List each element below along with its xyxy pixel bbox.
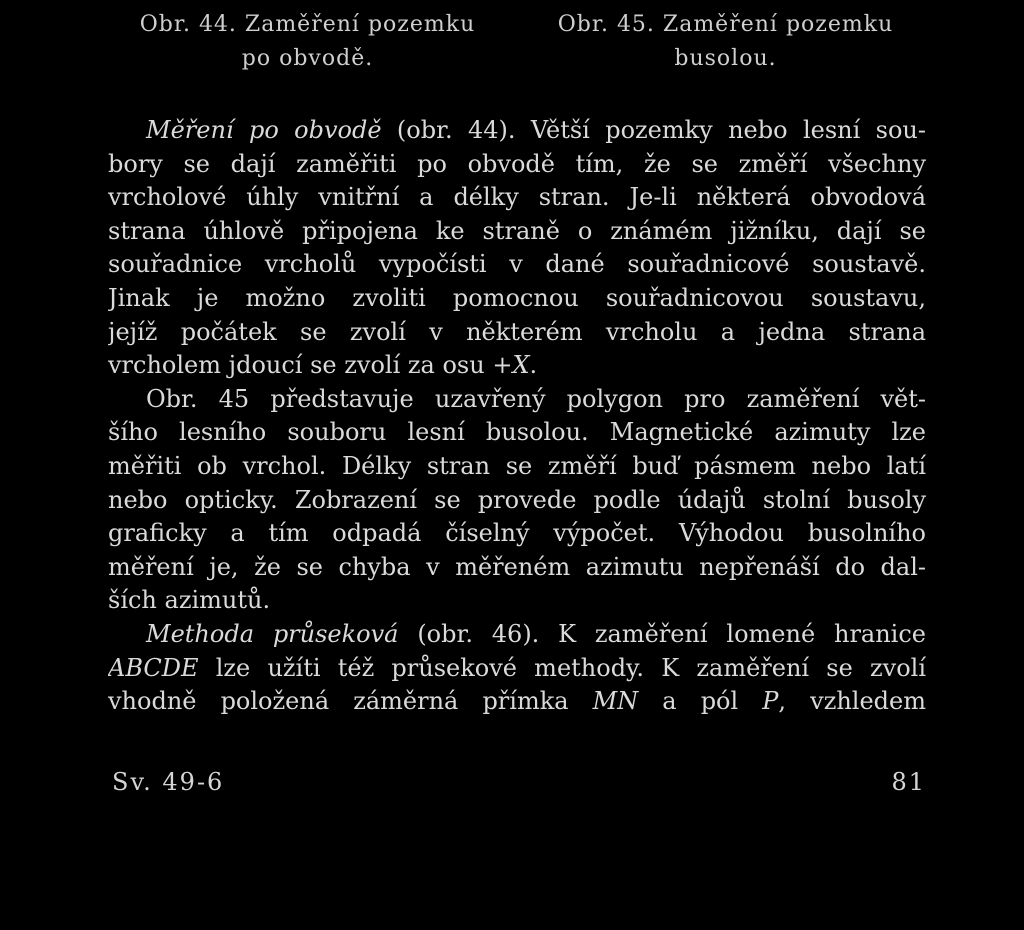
text-run: jejíž počátek se zvolí v některém vrcholu a jedna strana (108, 317, 926, 346)
text-run: (obr. 44). Větší pozemky nebo lesní sou- (381, 116, 926, 144)
text-line (108, 517, 926, 551)
text-line (108, 618, 926, 652)
text-run: bory se dají zaměřiti po obvodě tím, že se změří všechny (108, 149, 926, 178)
text-line (108, 148, 926, 182)
caption-line: Obr. 44. Zaměření pozemku (139, 12, 476, 37)
page-number: 81 (891, 768, 926, 796)
text-line (108, 316, 926, 350)
caption-line: Obr. 45. Zaměření pozemku (557, 12, 894, 37)
italic-text: P (762, 687, 779, 716)
caption-line: po obvodě. (241, 46, 374, 71)
sheet-signature: Sv. 49-6 (112, 768, 225, 796)
text-line (108, 282, 926, 316)
text-run: ších azimutů. (108, 586, 271, 615)
text-run: vrcholové úhly vnitřní a délky stran. Je-li některá obvodová (108, 183, 926, 212)
text-run: měřiti ob vrchol. Délky stran se změří buď pásmem nebo latí (108, 451, 926, 480)
italic-text: Methoda průseková (146, 619, 399, 648)
text-run: strana úhlově připojena ke straně o známém jižníku, dají se (108, 216, 926, 245)
italic-text: +X (492, 351, 530, 380)
body-text (108, 114, 926, 719)
text-line (108, 181, 926, 215)
page-footer (108, 762, 926, 802)
text-run: Jinak je možno zvoliti pomocnou souřadnicovou soustavu, (108, 283, 926, 312)
figure-caption-45 (538, 8, 913, 76)
text-line (108, 215, 926, 249)
figure-caption-44 (120, 8, 495, 76)
text-line (108, 248, 926, 282)
text-line (108, 484, 926, 518)
text-line (108, 584, 926, 618)
text-run: Obr. 45 představuje uzavřený polygon pro zaměření vět- (146, 384, 926, 413)
text-line (108, 114, 926, 148)
text-run: vhodně položená záměrná přímka (108, 687, 593, 716)
text-run: , vzhledem (778, 687, 926, 716)
text-run: lze užíti též průsekové methody. K zaměření se zvolí (198, 653, 926, 682)
text-run: nebo opticky. Zobrazení se provede podle údajů stolní busoly (108, 485, 926, 514)
text-run: . (529, 351, 538, 380)
text-run: graficky a tím odpadá číselný výpočet. Výhodou busolního (108, 519, 926, 548)
text-line (108, 551, 926, 585)
italic-text: MN (592, 687, 639, 716)
text-run: (obr. 46). K zaměření lomené hranice (398, 619, 926, 648)
text-line (108, 383, 926, 417)
text-run: vrcholem jdoucí se zvolí za osu (108, 351, 493, 380)
text-run: souřadnice vrcholů vypočísti v dané souřadnicové soustavě. (108, 250, 926, 279)
text-run: šího lesního souboru lesní busolou. Magnetické azimuty lze (108, 418, 926, 447)
italic-text: ABCDE (108, 653, 199, 682)
italic-text: Měření po obvodě (146, 116, 382, 144)
text-line (108, 416, 926, 450)
text-line (108, 349, 926, 383)
caption-line: busolou. (674, 46, 777, 71)
text-run: a pól (638, 687, 763, 716)
text-line (108, 652, 926, 686)
text-line (108, 450, 926, 484)
text-line (108, 685, 926, 719)
text-run: měření je, že se chyba v měřeném azimutu nepřenáší do dal- (108, 552, 926, 581)
